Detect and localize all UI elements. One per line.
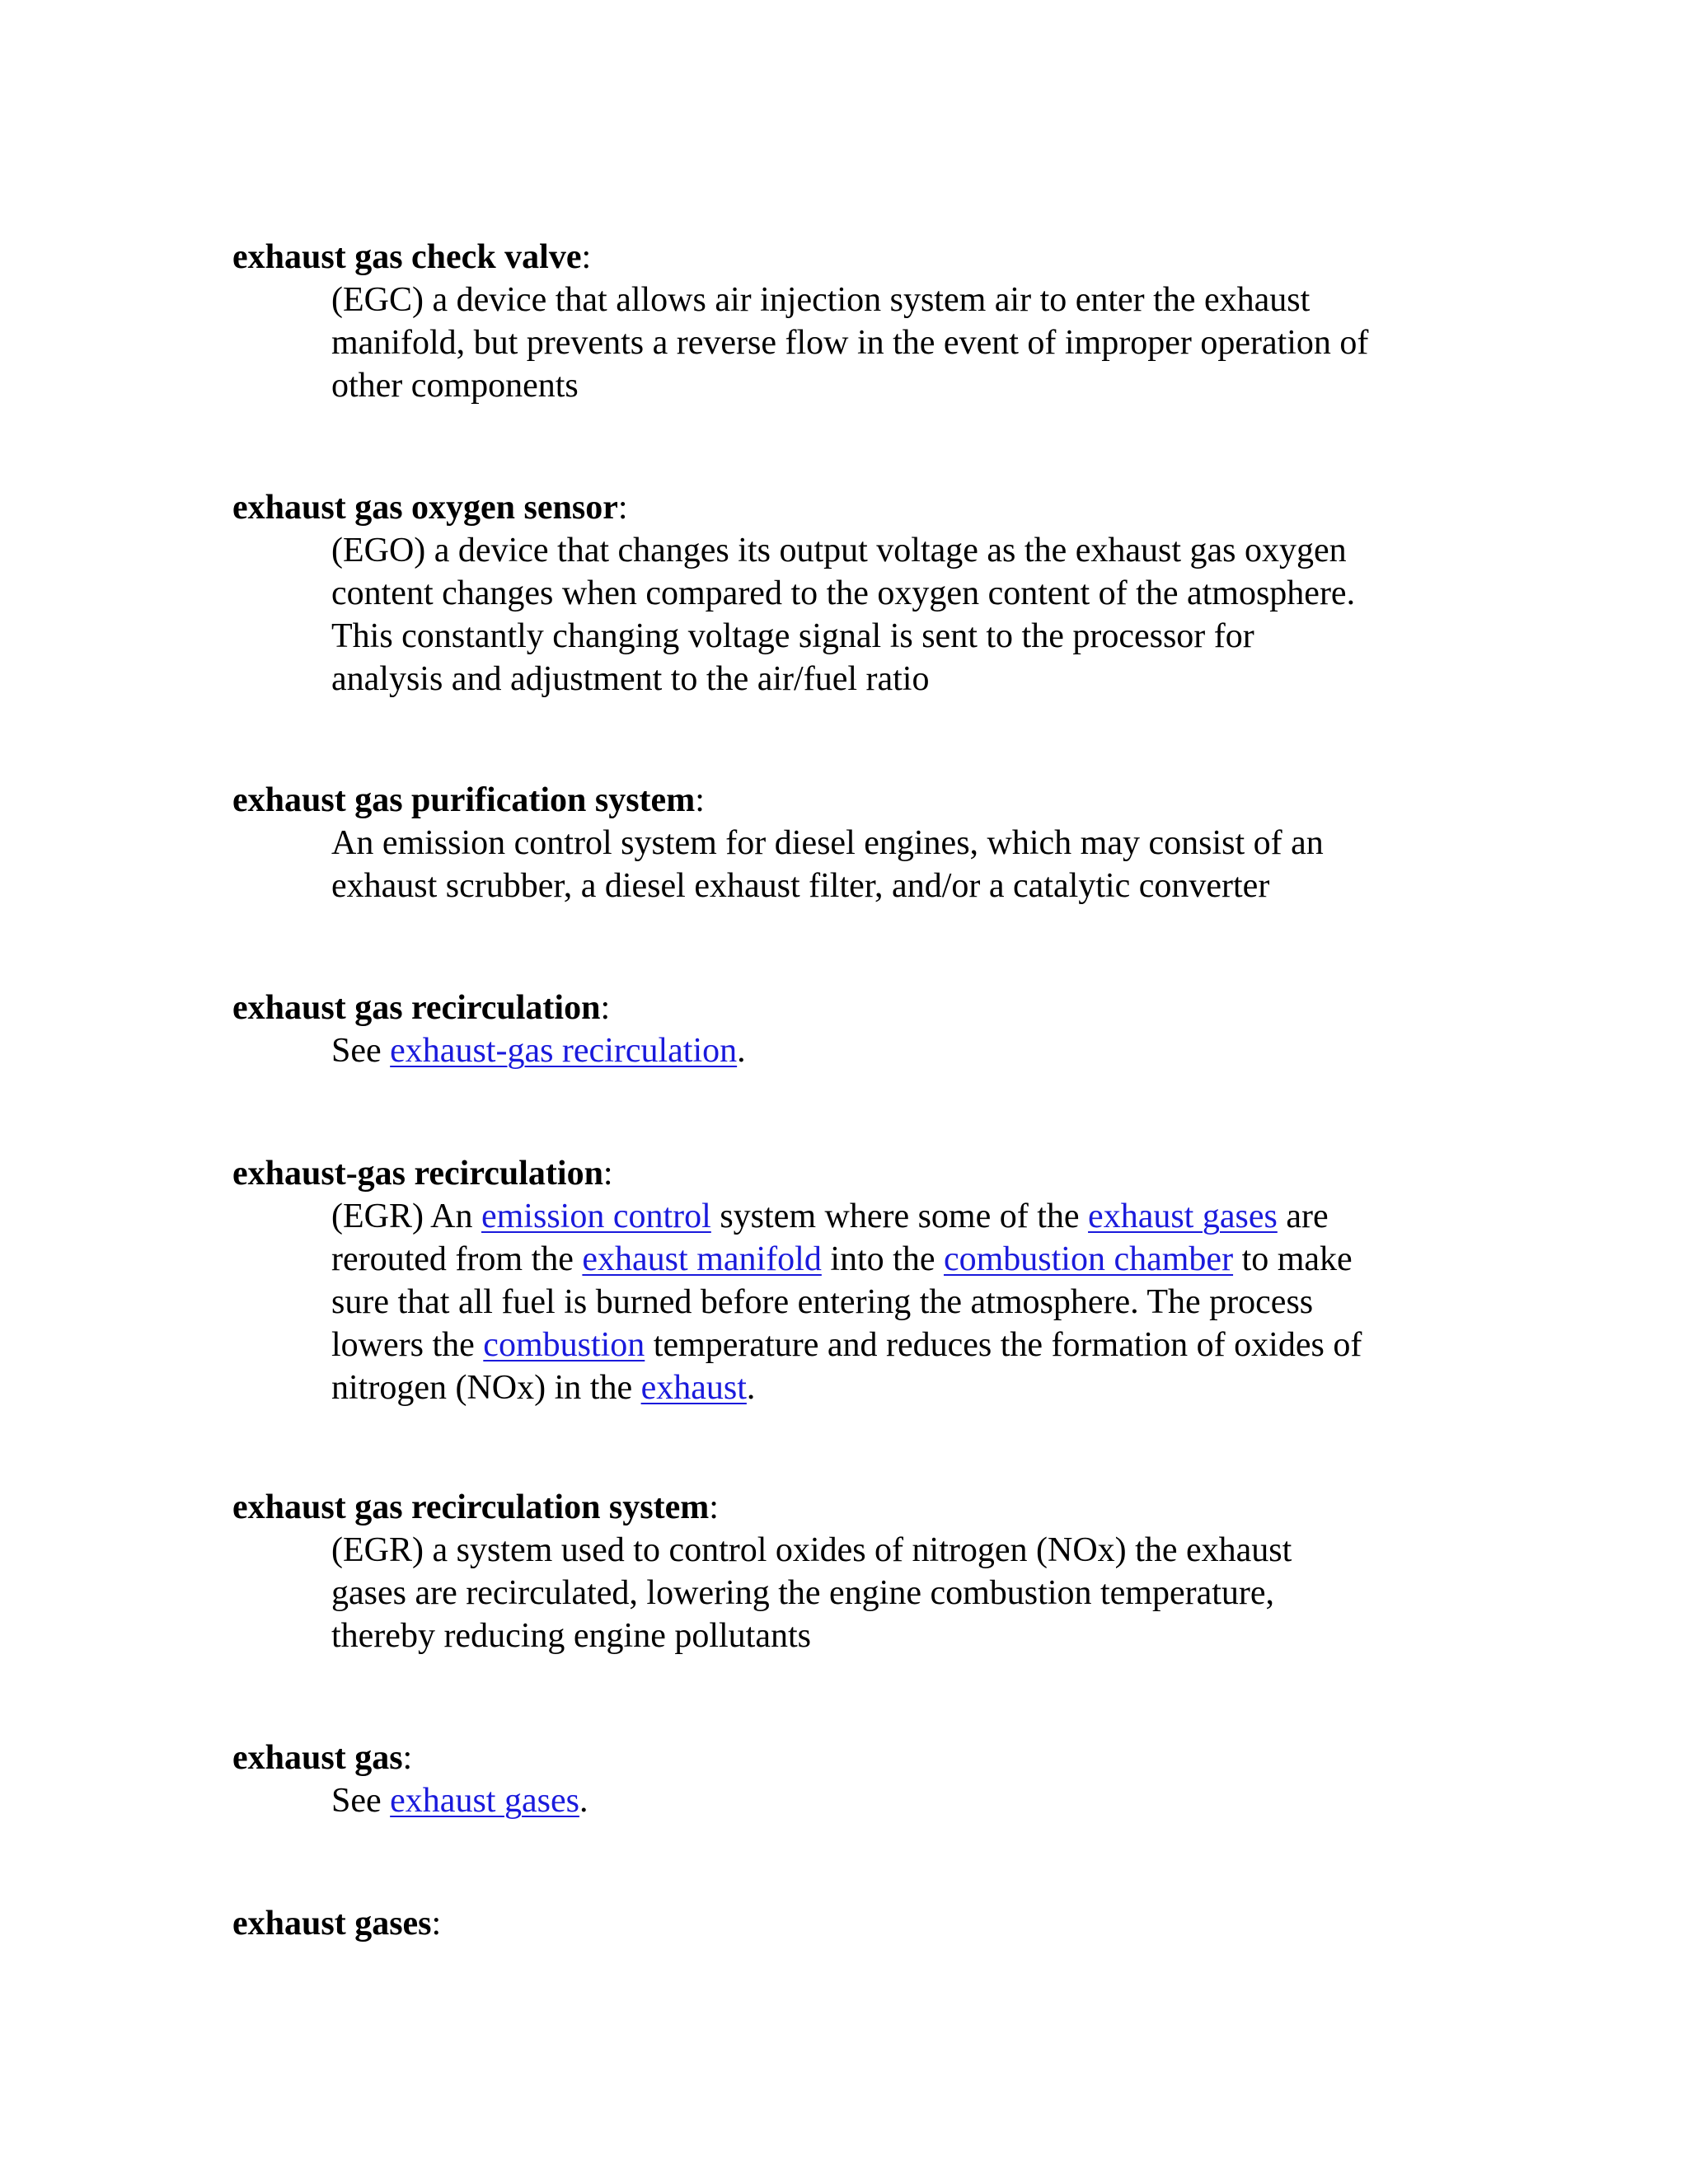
entry-term: exhaust-gas recirculation: [232, 1155, 603, 1193]
see-suffix: .: [737, 1032, 746, 1070]
entry-definition: [331, 822, 1469, 907]
entry-definition: [331, 1779, 1469, 1822]
text-fragment: (EGR) An: [331, 1197, 481, 1235]
link-exhaust[interactable]: exhaust: [640, 1369, 747, 1407]
see-prefix: See: [331, 1032, 391, 1070]
link-exhaust-gases[interactable]: exhaust gases: [390, 1782, 579, 1820]
link-exhaust-gases[interactable]: exhaust gases: [1088, 1197, 1278, 1235]
definition-line: (EGR) a system used to control oxides of nitrogen (NOx) the exhaust: [331, 1531, 1292, 1569]
entry-definition: [331, 1195, 1469, 1409]
definition-line: [331, 1779, 1469, 1822]
entry-term: exhaust gas recirculation: [232, 989, 601, 1027]
text-fragment: to make: [1233, 1240, 1353, 1278]
text-fragment: into the: [821, 1240, 944, 1278]
text-fragment: .: [746, 1369, 756, 1407]
term-colon: :: [695, 781, 705, 819]
entry-definition: [331, 1029, 1469, 1072]
text-fragment: rerouted from the: [331, 1240, 583, 1278]
text-fragment: system where some of the: [710, 1197, 1089, 1235]
text-fragment: nitrogen (NOx) in the: [331, 1369, 641, 1407]
definition-line: [331, 1324, 1469, 1366]
glossary-entry: [232, 486, 1469, 701]
text-fragment: are: [1277, 1197, 1329, 1235]
entry-term: exhaust gas check valve: [232, 238, 582, 276]
term-colon: :: [617, 489, 628, 527]
term-colon: :: [581, 238, 592, 276]
entry-definition: [331, 279, 1469, 407]
term-colon: :: [402, 1739, 413, 1777]
entry-term-line: [232, 1486, 1469, 1529]
entry-definition: [331, 529, 1469, 701]
definition-line: [331, 1366, 1469, 1409]
entry-term: exhaust gas recirculation system: [232, 1488, 710, 1526]
definition-line: An emission control system for diesel engines, which may consist of an: [331, 824, 1324, 862]
term-colon: :: [709, 1488, 719, 1526]
link-exhaust-manifold[interactable]: exhaust manifold: [582, 1240, 822, 1278]
definition-line: (EGO) a device that changes its output voltage as the exhaust gas oxygen: [331, 532, 1347, 569]
entry-term: exhaust gases: [232, 1905, 432, 1943]
definition-line: [331, 1238, 1469, 1281]
definition-line: This constantly changing voltage signal is sent to the processor for: [331, 617, 1254, 655]
term-colon: :: [603, 1155, 613, 1193]
entry-term-line: [232, 486, 1469, 529]
glossary-entry: [232, 236, 1469, 407]
entry-term-line: [232, 1152, 1469, 1195]
text-fragment: lowers the: [331, 1326, 484, 1364]
definition-line: exhaust scrubber, a diesel exhaust filter, and/or a catalytic converter: [331, 867, 1270, 905]
entry-term-line: [232, 236, 1469, 279]
link-emission-control[interactable]: emission control: [481, 1197, 711, 1235]
definition-line: analysis and adjustment to the air/fuel ratio: [331, 660, 930, 698]
glossary-entry: [232, 779, 1469, 907]
glossary-entry: [232, 987, 1469, 1072]
glossary-entry: [232, 1486, 1469, 1657]
entry-definition: [331, 1529, 1469, 1657]
definition-line: [331, 1195, 1469, 1238]
text-fragment: temperature and reduces the formation of oxides of: [645, 1326, 1362, 1364]
definition-line: content changes when compared to the oxygen content of the atmosphere.: [331, 574, 1356, 612]
definition-line: gases are recirculated, lowering the engine combustion temperature,: [331, 1574, 1275, 1612]
definition-line: other components: [331, 367, 579, 405]
link-exhaust-gas-recirculation[interactable]: exhaust-gas recirculation: [390, 1032, 738, 1070]
definition-line: [331, 1029, 1469, 1072]
entry-term-line: [232, 1902, 1469, 1945]
entry-term-line: [232, 1736, 1469, 1779]
entry-term-line: [232, 779, 1469, 822]
entry-term: exhaust gas: [232, 1739, 403, 1777]
definition-line: thereby reducing engine pollutants: [331, 1617, 811, 1655]
definition-line: sure that all fuel is burned before entering the atmosphere. The process: [331, 1283, 1314, 1321]
definition-line: manifold, but prevents a reverse flow in the event of improper operation of: [331, 324, 1369, 362]
see-suffix: .: [579, 1782, 588, 1820]
term-colon: :: [600, 989, 611, 1027]
term-colon: :: [431, 1905, 442, 1943]
link-combustion[interactable]: combustion: [483, 1326, 645, 1364]
entry-term-line: [232, 987, 1469, 1029]
glossary-entry: [232, 1152, 1469, 1409]
glossary-entry: [232, 1902, 1469, 1945]
glossary-entry: [232, 1736, 1469, 1822]
see-prefix: See: [331, 1782, 391, 1820]
definition-line: (EGC) a device that allows air injection system air to enter the exhaust: [331, 281, 1311, 319]
entry-term: exhaust gas oxygen sensor: [232, 489, 618, 527]
link-combustion-chamber[interactable]: combustion chamber: [943, 1240, 1234, 1278]
entry-term: exhaust gas purification system: [232, 781, 696, 819]
